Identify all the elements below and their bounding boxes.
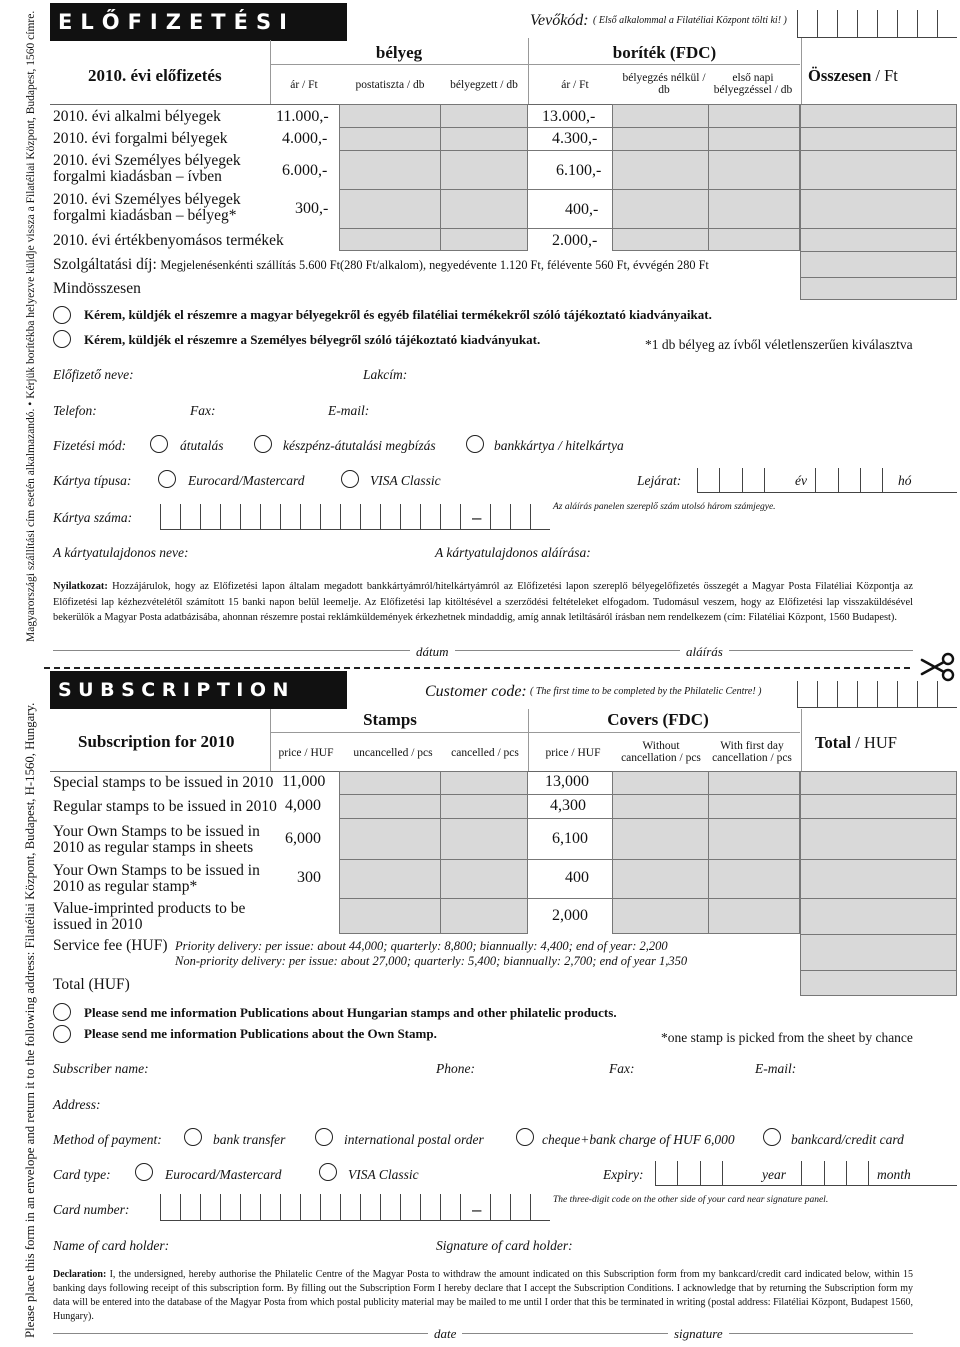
hu-row-cover: 6.100,- [556,162,602,179]
hu-row-price: 6.000,- [282,162,328,179]
en-row-label: Special stamps to be issued in 2010 [53,774,274,791]
en-row-price: 6,000 [285,830,321,847]
en-row-price: 300 [297,869,321,886]
hu-fax-label: Fax: [190,403,216,418]
hu-row-label: 2010. évi forgalmi bélyegek [53,130,228,147]
en-customer-code-label: Customer code: [425,683,527,700]
hu-cvc-note: Az aláírás panelen szereplő szám utolsó három számjegye. [553,502,776,512]
en-option1-label: Please send me information Publications about Hungarian stamps and other philatelic products. [84,1005,617,1020]
en-date-label: date [428,1326,462,1342]
hu-year-label: év [795,473,807,488]
en-fax-label: Fax: [609,1061,635,1076]
en-col-cover-price: price / HUF [545,747,601,759]
en-covers-header: Covers (FDC) [607,710,709,729]
hu-col-cancelled: bélyegzett / db [450,79,518,91]
en-year-label: year [762,1167,786,1182]
hu-col-uncancelled: postatiszta / db [355,79,425,91]
hu-pay2-radio[interactable] [254,435,272,453]
hu-customer-code-boxes[interactable] [797,10,957,38]
hu-row-price: 11.000,- [276,108,329,125]
en-card1-label: Eurocard/Mastercard [165,1167,282,1182]
hu-row-cover: 400,- [565,201,599,218]
en-footnote: *one stamp is picked from the sheet by chance [661,1030,913,1045]
hu-service-fee: Szolgáltatási díj: Megjelenésenkénti szállítás 5.600 Ft(280 Ft/alkalom), negyedévente 1.120 Ft, félévente 560 Ft, évvégén 280 Ft [53,256,709,273]
en-signature-label: signature [668,1326,729,1342]
en-option2-label: Please send me information Publications about the Own Stamp. [84,1026,437,1041]
en-row-price: 11,000 [282,773,326,790]
hu-card-dash: – [472,508,482,527]
hu-subscription-label: 2010. évi előfizetés [88,66,222,85]
hu-date-label: dátum [410,644,455,660]
hu-declaration: Nyilatkozat: Hozzájárulok, hogy az Előfizetési lapon általam megadott bankkártyámról/hitelkártyámról az Előfizetési lapon szereplő bélyegelőfizetés összegét a Magyar Posta Filatéliai Központja az Előfizetési lap kézhezvételétől számított 15 banki napon belül leemelje. Az Előfizetési lap kitöltésével a szerződési feltételeket elfogadom. Tudomásul veszem, hogy az Előfizetési lap visszaküldésével bekerülök a Magyar Posta adatbázisába, ahonnan részemre postai reklámküldemények érkezhetnek mindaddig, amíg annak letiltásáról írásban nem rendelkezem (cím: Filatéliai Központ, 1560 Budapest). [53,581,913,623]
en-col-with: With first day cancellation / pcs [712,740,792,764]
hu-card2-radio[interactable] [341,470,359,488]
hu-option2-label: Kérem, küldjék el részemre a Személyes bélyegről szóló tájékoztató kiadványukat. [84,332,541,347]
side-text-hu: Magyarországi szállítási cím esetén alkalmazandó. • Kérjük borítékba helyezve küldje vissza a Filatéliai Központ, Budapest, 1560 címre. [25,10,37,642]
hu-row-label: 2010. évi értékbenyomásos termékek [53,232,284,249]
en-pay2-radio[interactable] [315,1128,333,1146]
en-service-text1: Priority delivery: per issue: about 44,000; quarterly: 8,800; biannually: 4,400; end of year: 2,200 [175,939,668,953]
hu-signature-label: aláírás [680,644,729,660]
en-pay1-radio[interactable] [184,1128,202,1146]
en-payment-label: Method of payment: [53,1132,162,1147]
en-pay4-label: bankcard/credit card [791,1132,904,1147]
hu-holder-label: A kártyatulajdonos neve: [53,545,189,560]
en-grey-block-stamps[interactable] [339,771,528,934]
hu-card1-radio[interactable] [158,470,176,488]
en-service-text2: Non-priority delivery: per issue: about 27,000; quarterly: 5,400; biannually: 2,700; end of year 1,350 [175,954,688,968]
hu-total-label: Mindösszesen [53,280,141,297]
en-pay1-label: bank transfer [213,1132,286,1147]
en-pay3-radio[interactable] [516,1128,534,1146]
en-stamps-header: Stamps [363,710,417,729]
en-customer-code-boxes[interactable] [797,681,957,708]
hu-pay1-radio[interactable] [150,435,168,453]
hu-card-number-boxes[interactable] [160,504,550,530]
en-row-label: Your Own Stamps to be issued in 2010 as regular stamps in sheets [53,823,260,856]
en-title: SUBSCRIPTION FORM [50,671,347,709]
en-card-number-boxes[interactable] [160,1194,550,1221]
hu-option2-radio[interactable] [53,330,71,348]
en-total-label: Total (HUF) [53,976,130,993]
hu-col-price: ár / Ft [290,79,318,91]
hu-title: ELŐFIZETÉSI LAP [50,3,347,41]
en-pay4-radio[interactable] [763,1128,781,1146]
en-card2-label: VISA Classic [348,1167,419,1182]
hu-name-label: Előfizető neve: [53,367,134,382]
hu-row-cover: 2.000,- [552,232,598,249]
en-row-cover: 400 [565,869,589,886]
en-grey-block-total[interactable] [800,771,957,996]
hu-customer-code-label: Vevőkód: [530,12,589,29]
hu-total-header: Összesen / Ft [808,66,898,85]
en-card1-radio[interactable] [135,1163,153,1181]
en-pay2-label: international postal order [344,1132,484,1147]
side-text-en: Please place this form in an envelope and return it to the following address: Filatéliai Központ, Budapest, H-1560, Hungary. [23,702,37,1338]
hu-col-cover-price: ár / Ft [561,79,589,91]
en-subscription-label: Subscription for 2010 [78,732,235,751]
en-card-dash: – [472,1200,482,1219]
en-row-label: Regular stamps to be issued in 2010 [53,798,277,815]
en-card2-radio[interactable] [319,1163,337,1181]
en-row-cover: 6,100 [552,830,588,847]
en-phone-label: Phone: [436,1061,475,1076]
cut-line [44,667,910,669]
en-option2-radio[interactable] [53,1025,71,1043]
hu-pay3-label: bankkártya / hitelkártya [494,438,624,453]
hu-holder-sig-label: A kártyatulajdonos aláírása: [435,545,591,560]
hu-row-price: 300,- [295,200,329,217]
hu-row-price: 4.000,- [282,130,328,147]
hu-payment-label: Fizetési mód: [53,438,127,453]
en-total-header: Total / HUF [815,733,897,752]
hu-email-label: E-mail: [328,403,370,418]
hu-stamps-header: bélyeg [375,43,423,62]
hu-pay2-label: készpénz-átutalási megbízás [283,438,436,453]
en-col-uncancelled: uncancelled / pcs [353,747,433,759]
hu-address-label: Lakcím: [363,367,408,382]
en-name-label: Subscriber name: [53,1061,149,1076]
en-row-cover: 4,300 [550,797,586,814]
hu-expiry-label: Lejárat: [637,473,682,488]
en-grey-block-covers[interactable] [612,771,800,934]
hu-col-without: bélyegzés nélkül / db [622,72,706,96]
en-col-cancelled: cancelled / pcs [451,747,519,759]
hu-option1-radio[interactable] [53,306,71,324]
en-holder-label: Name of card holder: [53,1238,170,1253]
hu-row-cover: 4.300,- [552,130,598,147]
en-option1-radio[interactable] [53,1003,71,1021]
en-address-label: Address: [53,1097,101,1112]
hu-expiry-boxes[interactable] [697,468,957,493]
hu-pay3-radio[interactable] [466,435,484,453]
hu-card2-label: VISA Classic [370,473,441,488]
hu-option1-label: Kérem, küldjék el részemre a magyar bélyegekről és egyéb filatéliai termékekről szóló tájékoztató kiadványaikat. [84,307,712,322]
en-month-label: month [877,1167,911,1182]
hu-row-label: 2010. évi Személyes bélyegek forgalmi kiadásban – bélyeg* [53,191,241,224]
en-email-label: E-mail: [755,1061,797,1076]
en-card-type-label: Card type: [53,1167,111,1182]
hu-col-with: első napi bélyegzéssel / db [713,72,793,96]
hu-phone-label: Telefon: [53,403,97,418]
hu-card1-label: Eurocard/Mastercard [188,473,305,488]
hu-row-label: 2010. évi Személyes bélyegek forgalmi kiadásban – ívben [53,152,241,185]
hu-card-type-label: Kártya típusa: [53,473,132,488]
en-declaration: Declaration: I, the undersigned, hereby authorise the Philatelic Centre of the Magyar Posta to withdraw the amount indicated on this Subscription form from my bankcard/credit card indicated below, within 15 banking days following receipt of this subscription form. By filling out the Subscription Form I hereby declare that I accept the Subscription Conditions. I acknowledge that by returning the Subscription form my data will be entered into the database of the Magyar Posta from which postal publicity material may be mailed to me until I order that this be terminated in writing (postal address: Filatéliai Központ, Budapest 1560, Hungary). [53,1269,914,1322]
hu-covers-header: boríték (FDC) [612,43,717,62]
en-row-label: Value-imprinted products to be issued in 2010 [53,900,246,933]
en-card-number-label: Card number: [53,1202,130,1217]
hu-grey-block-total[interactable] [800,104,957,300]
hu-pay1-label: átutalás [180,438,224,453]
en-pay3-label: cheque+bank charge of HUF 6,000 [542,1132,735,1147]
en-row-cover: 13,000 [545,773,589,790]
hu-month-label: hó [898,473,912,488]
en-cvc-note: The three-digit code on the other side of your card near signature panel. [553,1195,829,1205]
en-col-without: Without cancellation / pcs [621,740,701,764]
hu-customer-code-note: ( Első alkalommal a Filatéliai Központ tölti ki! ) [593,15,787,26]
en-row-cover: 2,000 [552,907,588,924]
en-row-label: Your Own Stamps to be issued in 2010 as regular stamp* [53,862,260,895]
en-service-label: Service fee (HUF) [53,937,168,954]
en-col-price: price / HUF [278,747,334,759]
hu-row-label: 2010. évi alkalmi bélyegek [53,108,221,125]
en-row-price: 4,000 [285,797,321,814]
en-holder-sig-label: Signature of card holder: [436,1238,573,1253]
hu-row-cover: 13.000,- [542,108,596,125]
hu-card-number-label: Kártya száma: [53,510,133,525]
hu-footnote: *1 db bélyeg az ívből véletlenszerűen kiválasztva [645,337,913,352]
en-expiry-label: Expiry: [603,1167,644,1182]
en-customer-code-note: ( The first time to be completed by the Philatelic Centre! ) [530,686,762,697]
